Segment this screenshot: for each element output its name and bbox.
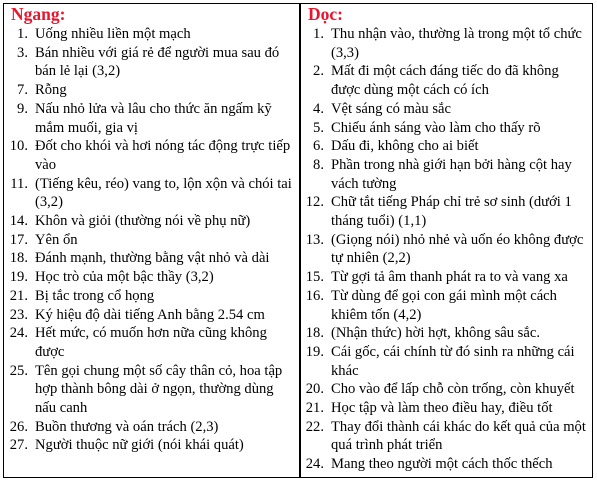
clue-number: 12. [305,194,324,211]
clue-text: Nấu nhỏ lửa và lâu cho thức ăn ngấm kỹ mắm muối, gia vị [35,100,272,136]
clue-number: 24. [9,325,28,342]
clue-number: 5. [313,119,324,136]
clue-number: 9. [17,100,28,117]
down-clue [301,268,592,287]
clue-number: 19. [9,269,28,286]
clue-number: 27. [9,437,28,454]
clue-number: 24. [305,456,324,473]
clue-text: Tên gọi chung một số cây thân cỏ, hoa tập hợp thành bông dài ở ngọn, thường dùng nấu canh [35,362,283,417]
clue-number: 10. [9,138,28,155]
across-clue [4,44,299,81]
across-clue [4,81,299,100]
across-clue [4,306,299,325]
across-clue [4,137,299,174]
down-title: Dọc: [308,4,343,24]
clue-number: 19. [305,343,324,360]
clue-number: 18. [305,325,324,342]
across-clue [4,25,299,44]
clue-text: Mang theo người một cách thốc thếch [331,456,553,473]
clue-number: 21. [9,287,28,304]
clue-text: Thay đổi thành cái khác do kết quả của một quá trình phát triển [331,418,586,454]
across-clue [4,268,299,287]
down-clue [301,25,592,62]
down-clue [301,287,592,324]
clue-number: 1. [313,26,324,42]
clue-text: (Nhận thức) hời hợt, không sâu sắc. [331,325,540,342]
clue-text: Học tập và làm theo điều hay, điều tốt [331,400,553,417]
down-clue [301,455,592,474]
across-clue [4,418,299,437]
down-clue-list [301,25,592,474]
across-title: Ngang: [11,4,66,24]
clue-number: 4. [313,100,324,117]
clue-text: Đánh mạnh, thường bằng vật nhỏ và dài [35,250,270,267]
clue-text: Từ dùng để gọi con gái mình một cách khiêm tốn (4,2) [331,287,557,323]
down-clue [301,62,592,99]
clue-number: 6. [313,138,324,155]
clue-text: Cho vào để lấp chỗ còn trống, còn khuyết [331,381,575,398]
clue-text: Phần trong nhà giới hạn bởi hàng cột hay vách tường [331,156,572,192]
across-column [4,4,301,477]
across-clue [4,436,299,455]
across-clue [4,324,299,361]
down-clue [301,380,592,399]
down-clue [301,399,592,418]
down-clue [301,119,592,138]
clue-number: 17. [9,231,28,248]
down-clue [301,231,592,268]
across-clue-list [4,25,299,455]
clue-number: 13. [305,231,324,248]
clue-number: 22. [305,418,324,435]
down-clue [301,343,592,380]
clue-number: 21. [305,400,324,417]
across-clue [4,231,299,250]
crossword-clues-table [3,3,593,478]
clue-text: Mất đi một cách đáng tiếc do đã không được dùng một cách có ích [331,63,559,99]
clue-number: 14. [9,213,28,230]
clue-text: Chiếu ánh sáng vào làm cho thấy rõ [331,119,541,136]
clue-number: 11. [10,175,28,192]
clue-text: Rỗng [35,82,67,99]
clue-number: 16. [305,287,324,304]
clue-number: 26. [9,418,28,435]
across-clue [4,362,299,418]
down-clue [301,324,592,343]
across-clue [4,287,299,306]
down-clue [301,193,592,230]
clue-number: 25. [9,362,28,379]
clue-text: Học trò của một bậc thầy (3,2) [35,269,214,286]
across-clue [4,212,299,231]
clue-number: 3. [17,44,28,61]
clue-text: Hết mức, có muốn hơn nữa cũng không được [35,325,267,360]
clue-number: 7. [17,82,28,99]
clue-number: 15. [305,269,324,286]
across-clue [4,100,299,137]
across-clue [4,175,299,212]
clue-text: Yên ổn [35,231,78,248]
clue-text: Uống nhiều liền một mạch [35,26,191,42]
down-clue [301,100,592,119]
down-clue [301,137,592,156]
across-clue [4,249,299,268]
clue-text: Từ gợi tả âm thanh phát ra to và vang xa [331,269,568,286]
clue-number: 1. [17,26,28,42]
clue-text: Dấu đi, không cho ai biết [331,138,479,155]
clue-text: (Giọng nói) nhỏ nhẻ và uốn éo không được tự nhiên (2,2) [331,231,584,267]
clue-text: (Tiếng kêu, réo) vang to, lộn xộn và chói tai (3,2) [35,175,292,211]
clue-text: Vệt sáng có màu sắc [331,100,451,117]
clue-text: Khôn và giỏi (thường nói về phụ nữ) [35,213,251,230]
down-clue [301,418,592,455]
clue-text: Đốt cho khói và hơi nóng tác động trực tiếp vào [35,138,291,173]
down-column [301,4,592,477]
down-clue [301,156,592,193]
clue-text: Bán nhiều với giá rẻ để người mua sau đó bán lẻ lại (3,2) [35,44,280,80]
clue-text: Chữ tắt tiếng Pháp chỉ trẻ sơ sinh (dưới 1 tháng tuổi) (1,1) [331,194,572,230]
clue-number: 2. [313,63,324,80]
clue-text: Bị tắc trong cổ họng [35,287,155,304]
clue-number: 20. [305,381,324,398]
clue-number: 8. [313,156,324,173]
clue-text: Thu nhận vào, thường là trong một tổ chức (3,3) [331,26,582,61]
clue-text: Buồn thương và oán trách (2,3) [35,418,219,435]
clue-number: 18. [9,250,28,267]
clue-text: Người thuộc nữ giới (nói khái quát) [35,437,244,454]
clue-text: Cái gốc, cái chính từ đó sinh ra những cái khác [331,343,575,379]
clue-number: 23. [9,306,28,323]
clue-text: Ký hiệu độ dài tiếng Anh bằng 2.54 cm [35,306,265,323]
